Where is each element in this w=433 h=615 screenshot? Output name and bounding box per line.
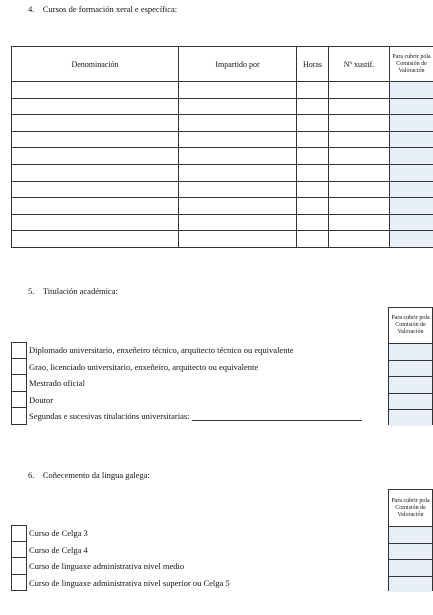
denominacion-cell[interactable]: [12, 231, 179, 248]
s6-comision-cell: [389, 560, 432, 577]
section-4-title: 4. Cursos de formación xeral e específica:: [28, 4, 178, 14]
xustif-cell[interactable]: [329, 82, 390, 99]
impartido-cell[interactable]: [179, 148, 297, 165]
section-6-comision-header: Para cubrir pola Comisión de Valoración: [389, 490, 432, 527]
horas-cell[interactable]: [297, 131, 329, 148]
section-5-comision-column: [388, 307, 433, 425]
course-row: [12, 82, 433, 99]
s6-comision-cell: [389, 577, 432, 593]
s5-option-text: Grao, licenciado universitario, enxeñeiro, arquitecto ou equivalente: [29, 361, 259, 372]
s5-option-label: [29, 362, 258, 372]
denominacion-cell[interactable]: [12, 164, 179, 181]
denominacion-cell[interactable]: [12, 148, 179, 165]
horas-cell[interactable]: [297, 115, 329, 132]
horas-cell[interactable]: [297, 231, 329, 248]
s5-option-text: Segundas e sucesivas titulacións universitarias:: [29, 411, 190, 421]
header-denominacion: Denominación: [12, 47, 179, 82]
s5-option-label: [29, 411, 362, 421]
s6-option-text: Curso de linguaxe administrativa nivel superior ou Celga 5: [29, 577, 230, 588]
denominacion-cell[interactable]: [12, 98, 179, 115]
section-6-comision-column: [388, 489, 433, 591]
s5-comision-cell: [389, 377, 432, 394]
header-impartido-por: Impartido por: [179, 47, 297, 82]
impartido-cell[interactable]: [179, 82, 297, 99]
xustif-cell[interactable]: [329, 198, 390, 215]
s5-option-label: [29, 345, 294, 355]
course-row: [12, 231, 433, 248]
s6-comision-cell: [389, 527, 432, 544]
s5-comision-cell: [389, 361, 432, 378]
other-degrees-blank-line[interactable]: [192, 412, 362, 421]
s6-checkbox[interactable]: [11, 525, 27, 542]
s6-checkbox[interactable]: [11, 558, 27, 575]
course-row: [12, 164, 433, 181]
s6-checkbox[interactable]: [11, 575, 27, 592]
comision-cell: [390, 231, 433, 248]
xustif-cell[interactable]: [329, 214, 390, 231]
s5-checkbox[interactable]: [11, 392, 27, 409]
xustif-cell[interactable]: [329, 115, 390, 132]
header-horas: Horas: [297, 47, 329, 82]
comision-cell: [390, 164, 433, 181]
denominacion-cell[interactable]: [12, 214, 179, 231]
s6-option-label: [29, 561, 184, 571]
comision-cell: [390, 181, 433, 198]
denominacion-cell[interactable]: [12, 198, 179, 215]
impartido-cell[interactable]: [179, 181, 297, 198]
horas-cell[interactable]: [297, 198, 329, 215]
section-6-title: 6. Coñecemento da lingua galega:: [28, 470, 150, 480]
horas-cell[interactable]: [297, 164, 329, 181]
s5-checkbox[interactable]: [11, 408, 27, 425]
horas-cell[interactable]: [297, 98, 329, 115]
s5-option-text: Mestrado oficial: [29, 378, 85, 388]
header-comision: Para cubrir pola Comisión de Valoración: [390, 47, 433, 82]
denominacion-cell[interactable]: [12, 115, 179, 132]
course-row: [12, 131, 433, 148]
course-row: [12, 198, 433, 215]
course-row: [12, 98, 433, 115]
s6-option-label: [29, 528, 88, 538]
impartido-cell[interactable]: [179, 214, 297, 231]
header-num-xustif: Nº xustif.: [329, 47, 390, 82]
s5-option-text: Doutor: [29, 394, 54, 405]
impartido-cell[interactable]: [179, 115, 297, 132]
impartido-cell[interactable]: [179, 198, 297, 215]
s6-option-label: [29, 545, 88, 555]
impartido-cell[interactable]: [179, 98, 297, 115]
course-row: [12, 148, 433, 165]
comision-cell: [390, 98, 433, 115]
course-row: [12, 115, 433, 132]
s6-checkbox[interactable]: [11, 542, 27, 559]
section-5-title: 5. Titulación académica:: [28, 286, 118, 296]
comision-cell: [390, 131, 433, 148]
s6-comision-cell: [389, 544, 432, 561]
xustif-cell[interactable]: [329, 148, 390, 165]
impartido-cell[interactable]: [179, 131, 297, 148]
s6-option-text: Curso de Celga 3: [29, 528, 88, 538]
course-row: [12, 181, 433, 198]
s5-comision-cell: [389, 394, 432, 411]
s5-comision-cell: [389, 344, 432, 361]
s5-checkbox[interactable]: [11, 359, 27, 376]
courses-table: [11, 46, 433, 248]
s5-option-label: [29, 395, 53, 405]
horas-cell[interactable]: [297, 148, 329, 165]
horas-cell[interactable]: [297, 181, 329, 198]
s5-option-label: [29, 378, 85, 388]
comision-cell: [390, 198, 433, 215]
s5-option-text: Diplomado universitario, enxeñeiro técnico, arquitecto técnico ou equivalente: [29, 345, 294, 355]
section-5-comision-header: Para cubrir pola Comisión de Valoración: [389, 308, 432, 344]
xustif-cell[interactable]: [329, 181, 390, 198]
xustif-cell[interactable]: [329, 164, 390, 181]
xustif-cell[interactable]: [329, 131, 390, 148]
comision-cell: [390, 148, 433, 165]
denominacion-cell[interactable]: [12, 131, 179, 148]
s6-option-label: [29, 578, 230, 588]
s5-checkbox[interactable]: [11, 342, 27, 359]
horas-cell[interactable]: [297, 214, 329, 231]
s6-option-text: Curso de Celga 4: [29, 544, 88, 555]
impartido-cell[interactable]: [179, 164, 297, 181]
impartido-cell[interactable]: [179, 231, 297, 248]
horas-cell[interactable]: [297, 82, 329, 99]
xustif-cell[interactable]: [329, 231, 390, 248]
denominacion-cell[interactable]: [12, 82, 179, 99]
denominacion-cell[interactable]: [12, 181, 179, 198]
comision-cell: [390, 82, 433, 99]
comision-cell: [390, 214, 433, 231]
xustif-cell[interactable]: [329, 98, 390, 115]
comision-cell: [390, 115, 433, 132]
s6-option-text: Curso de linguaxe administrativa nivel medio: [29, 561, 185, 571]
s5-checkbox[interactable]: [11, 375, 27, 392]
s5-comision-cell: [389, 410, 432, 426]
course-row: [12, 214, 433, 231]
